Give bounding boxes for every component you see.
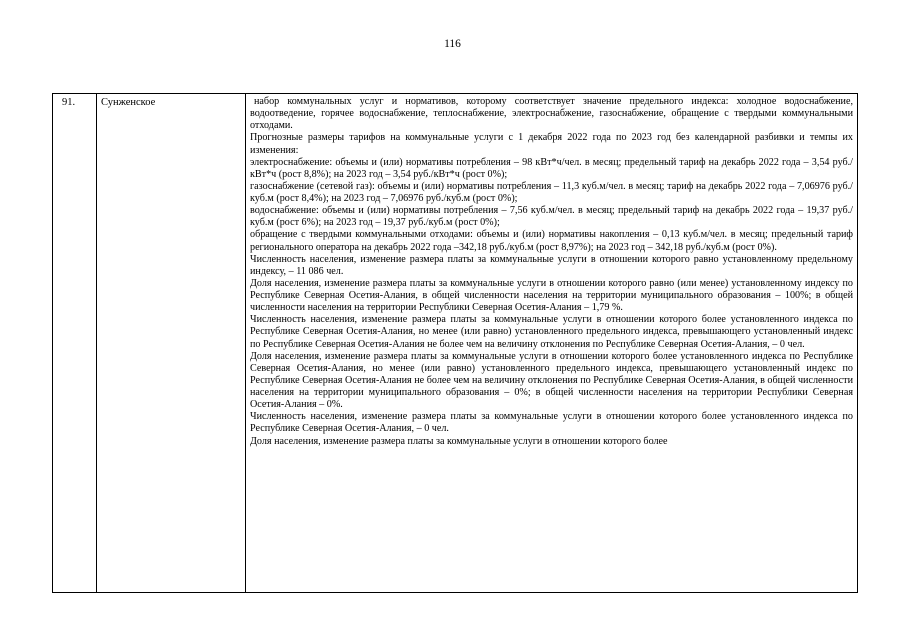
municipality-name-cell: Сунженское [97,94,246,592]
paragraph-utility-set: набор коммунальных услуг и нормативов, которому соответствует значение предельного индекса: холодное водоснабжение, водоотведение, горячее водоснабжение, теплоснабжение, электроснабжение, газоснабжение, обращение с твердыми коммунальными отходами. [250,96,853,132]
paragraph-electricity: электроснабжение: объемы и (или) нормативы потребления – 98 кВт*ч/чел. в месяц; предельный тариф на декабрь 2022 года – 3,54 руб./кВт*ч (рост 8,8%); на 2023 год – 3,54 руб./кВт*ч (рост 0%); [250,156,853,180]
paragraph-population-above: Численность населения, изменение размера платы за коммунальные услуги в отношении которого более установленного индекса по Республике Северная Осетия-Алания, но менее (или равно) установленного предельного индекса, превышающего установленный индекс по Республике Северная Осетия-Алания не более чем на величину отклонения по Республике Северная Осетия-Алания, – 0 чел. [250,314,853,350]
description-cell [246,94,857,592]
paragraph-population-exceed: Численность населения, изменение размера платы за коммунальные услуги в отношении которого более установленного индекса по Республике Северная Осетия-Алания, – 0 чел. [250,411,853,435]
paragraph-water: водоснабжение: объемы и (или) нормативы потребления – 7,56 куб.м/чел. в месяц; предельный тариф на декабрь 2022 года – 19,37 руб./куб.м (рост 6%); на 2023 год – 19,37 руб./куб.м (рост 0%); [250,205,853,229]
paragraph-population-equal: Численность населения, изменение размера платы за коммунальные услуги в отношении которого равно установленному предельному индексу, – 11 086 чел. [250,253,853,277]
paragraph-waste: обращение с твердыми коммунальными отходами: объемы и (или) нормативы накопления – 0,13 куб.м/чел. в месяц; предельный тариф регионального оператора на декабрь 2022 года –342,18 руб./куб.м (рост 8,97%); на 2023 год – 342,18 руб./куб.м (рост 0%). [250,229,853,253]
paragraph-gas: газоснабжение (сетевой газ): объемы и (или) нормативы потребления – 11,3 куб.м/чел. в месяц; тариф на декабрь 2022 года – 7,06976 руб./куб.м (рост 8,4%); на 2023 год – 7,06976 руб./куб.м (рост 0%); [250,180,853,204]
document-table [52,93,858,593]
paragraph-share-equal: Доля населения, изменение размера платы за коммунальные услуги в отношении которого равно (или менее) установленному индексу по Республике Северная Осетия-Алания, в общей численности населения на территории муниципального образования – 100%; в общей численности населения на территории Республики Северная Осетия-Алания – 1,79 %. [250,277,853,314]
paragraph-share-above: Доля населения, изменение размера платы за коммунальные услуги в отношении которого более установленного индекса по Республике Северная Осетия-Алания, но менее (или равно) установленного предельного индекса, превышающего установленный индекс по Республике Северная Осетия-Алания не более чем на величину отклонения по Республике Северная Осетия-Алания, в общей численности населения на территории муниципального образования – 0%; в общей численности населения на территории Республики Северная Осетия-Алания – 0%. [250,350,853,411]
paragraph-share-exceed: Доля населения, изменение размера платы за коммунальные услуги в отношении которого более [250,435,668,447]
page-number: 116 [444,38,461,50]
paragraph-forecast-intro: Прогнозные размеры тарифов на коммунальные услуги с 1 декабря 2022 года по 2023 год без календарной разбивки и темпы их изменения: [250,132,853,156]
row-number-cell: 91. [53,94,97,592]
